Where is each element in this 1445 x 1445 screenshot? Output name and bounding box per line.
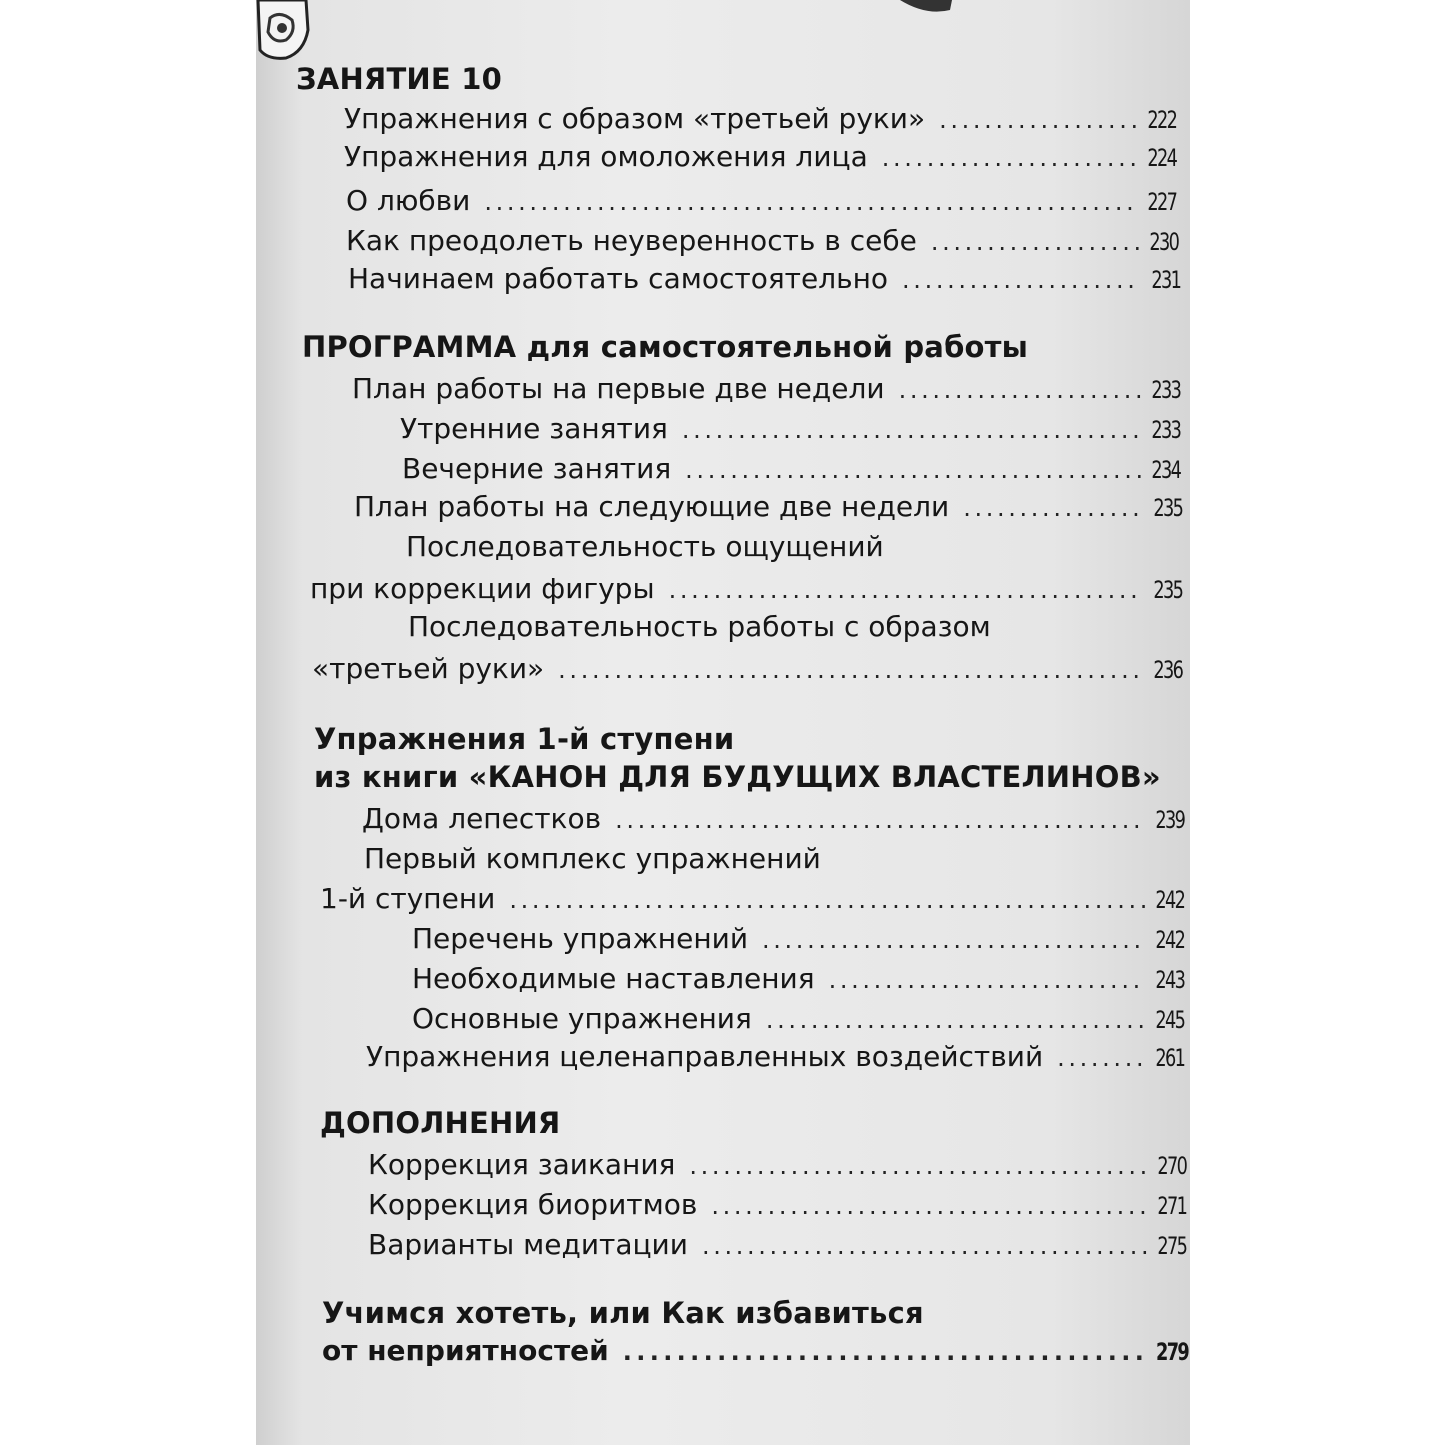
toc-entry: «третьей руки» . . . 236 (312, 652, 1182, 685)
dot-leader (669, 576, 1143, 604)
dot-leader (963, 494, 1143, 522)
page-number: 235 (1153, 494, 1182, 522)
toc-entry: Начинаем работать самостоятельно . . . 231 (348, 262, 1180, 295)
dot-leader (829, 966, 1145, 994)
toc-entry: Варианты медитации . . . 275 (368, 1228, 1186, 1261)
toc-entry: Необходимые наставления . . . 243 (412, 962, 1184, 995)
page-number: 231 (1151, 266, 1180, 294)
section-heading-final: Учимся хотеть, или Как избавиться (322, 1296, 924, 1330)
dot-leader (685, 456, 1141, 484)
dot-leader (899, 376, 1141, 404)
page-number: 227 (1147, 188, 1176, 216)
dot-leader (711, 1192, 1146, 1220)
dot-leader (766, 1006, 1145, 1034)
dot-leader (1057, 1044, 1145, 1072)
dot-leader (882, 144, 1137, 172)
page-number: 233 (1151, 376, 1180, 404)
section-heading-addenda: ДОПОЛНЕНИЯ (320, 1106, 561, 1140)
toc-entry: Перечень упражнений . . . 242 (412, 922, 1184, 955)
page-number: 239 (1155, 806, 1184, 834)
toc-entry: Коррекция заикания . . . 270 (368, 1148, 1186, 1181)
page-number: 235 (1153, 576, 1182, 604)
toc-entry-line: Первый комплекс упражнений (364, 842, 821, 875)
toc-entry: при коррекции фигуры . . . 235 (310, 572, 1182, 605)
page-number: 279 (1155, 1338, 1188, 1366)
page-number: 233 (1151, 416, 1180, 444)
section-heading-stage-1: Упражнения 1-й ступени (314, 722, 735, 756)
toc-entry: Упражнения целенаправленных воздействий . . . 261 (366, 1040, 1184, 1073)
toc-entry: Как преодолеть неуверенность в себе . . . 230 (346, 224, 1178, 257)
dot-leader (615, 806, 1145, 834)
dot-leader (484, 188, 1136, 216)
toc-entry: Основные упражнения . . . 245 (412, 1002, 1184, 1035)
section-heading-program: ПРОГРАММА для самостоятельной работы (302, 330, 1029, 364)
dot-leader (939, 106, 1137, 134)
page-number: 271 (1157, 1192, 1186, 1220)
dot-leader (682, 416, 1141, 444)
page-number: 243 (1155, 966, 1184, 994)
section-heading-stage-1-source: из книги «КАНОН ДЛЯ БУДУЩИХ ВЛАСТЕЛИНОВ» (314, 760, 1161, 794)
dot-leader (902, 266, 1141, 294)
page-number: 236 (1153, 656, 1182, 684)
toc-entry: План работы на первые две недели . . . 233 (352, 372, 1180, 405)
toc-entry: от неприятностей . . . 279 (322, 1334, 1188, 1367)
page-number: 242 (1155, 926, 1184, 954)
page-number: 275 (1157, 1232, 1186, 1260)
toc-entry: Утренние занятия . . . 233 (400, 412, 1180, 445)
page-number: 245 (1155, 1006, 1184, 1034)
toc-entry-line: Последовательность работы с образом (408, 610, 991, 643)
dot-leader (509, 886, 1144, 914)
table-of-contents (256, 0, 1190, 1445)
page-number: 222 (1147, 106, 1176, 134)
page-number: 261 (1155, 1044, 1184, 1072)
dot-leader (558, 656, 1143, 684)
dot-leader (689, 1152, 1146, 1180)
page-number: 230 (1149, 228, 1178, 256)
book-page (256, 0, 1190, 1445)
toc-entry: Вечерние занятия . . . 234 (402, 452, 1180, 485)
section-heading-lesson-10: ЗАНЯТИЕ 10 (296, 62, 502, 96)
toc-entry-line: Последовательность ощущений (406, 530, 884, 563)
toc-entry: Упражнения для омоложения лица . . . 224 (344, 140, 1176, 173)
toc-entry: 1-й ступени . . . 242 (320, 882, 1184, 915)
dot-leader (931, 228, 1139, 256)
toc-entry: Дома лепестков . . . 239 (362, 802, 1184, 835)
toc-entry: Коррекция биоритмов . . . 271 (368, 1188, 1186, 1221)
page-number: 224 (1147, 144, 1176, 172)
page-number: 242 (1155, 886, 1184, 914)
dot-leader (702, 1232, 1147, 1260)
toc-entry: План работы на следующие две недели . . . 235 (354, 490, 1182, 523)
page-number: 234 (1151, 456, 1180, 484)
page-number: 270 (1157, 1152, 1186, 1180)
toc-entry: О любви . . . 227 (346, 184, 1176, 217)
toc-entry: Упражнения с образом «третьей руки» . . . 222 (344, 102, 1176, 135)
dot-leader (623, 1338, 1145, 1366)
dot-leader (762, 926, 1145, 954)
